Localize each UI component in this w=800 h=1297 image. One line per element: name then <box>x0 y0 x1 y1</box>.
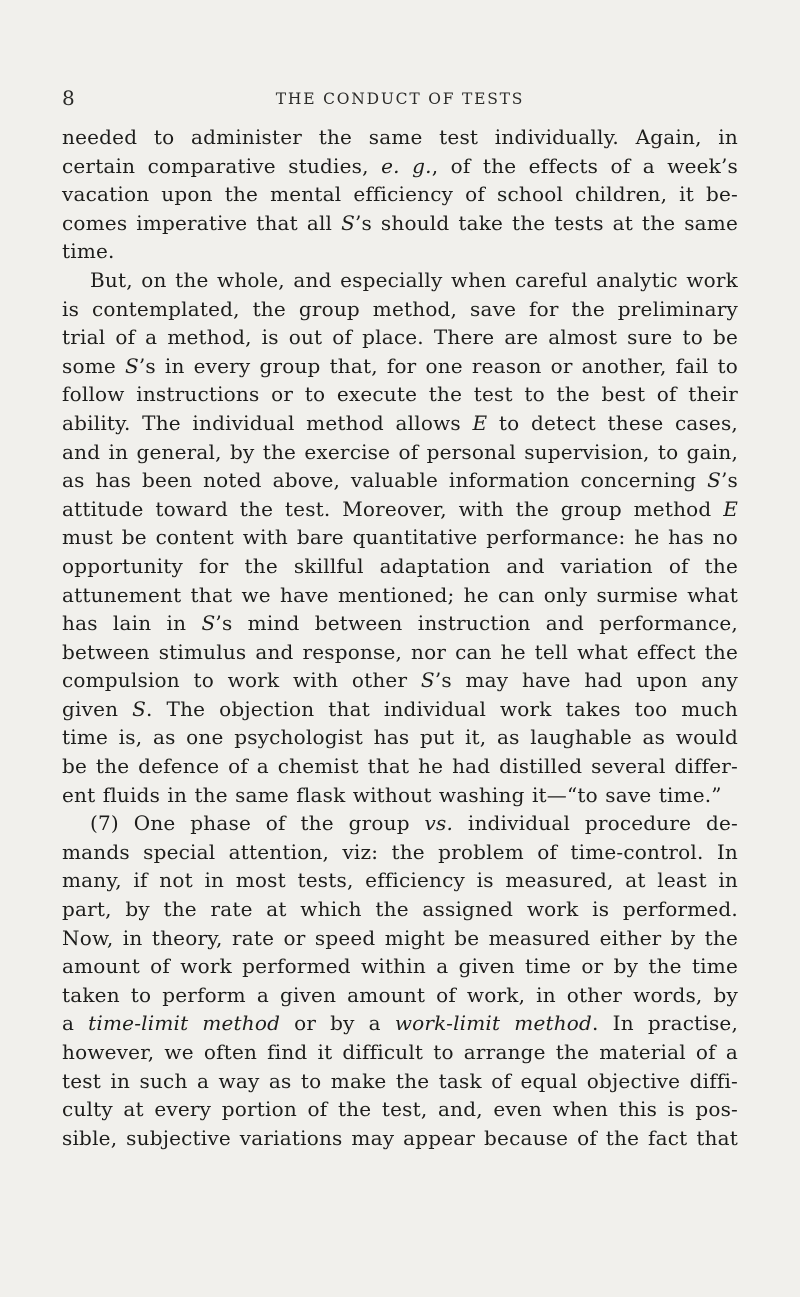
text-line: between stimulus and response, nor can he tell what effect the <box>62 639 738 664</box>
text-line: some S’s in every group that, for one reason or another, fail to <box>62 353 738 378</box>
running-title: THE CONDUCT OF TESTS <box>275 90 525 108</box>
text-line: given S. The objection that individual work takes too much <box>62 696 738 721</box>
text-line: vacation upon the mental efficiency of school children, it be- <box>62 182 738 207</box>
text-line: opportunity for the skillful adaptation and variation of the <box>62 553 738 578</box>
text-line: many, if not in most tests, efficiency is measured, at least in <box>62 868 738 893</box>
text-line: a time-limit method or by a work-limit method. In practise, <box>62 1011 738 1036</box>
page-header <box>62 86 738 110</box>
text-line: part, by the rate at which the assigned work is performed. <box>62 897 738 922</box>
text-line: Now, in theory, rate or speed might be measured either by the <box>62 925 738 950</box>
text-line: comes imperative that all S’s should take the tests at the same <box>62 210 738 235</box>
text-line: mands special attention, viz: the problem of time-control. In <box>62 839 738 864</box>
text-line: is contemplated, the group method, save for the preliminary <box>62 296 738 321</box>
text-line: and in general, by the exercise of personal supervision, to gain, <box>62 439 738 464</box>
page-number: 8 <box>62 86 75 110</box>
text-line: taken to perform a given amount of work, in other words, by <box>62 982 738 1007</box>
text-line: sible, subjective variations may appear because of the fact that <box>62 1125 738 1150</box>
text-line: culty at every portion of the test, and, even when this is pos- <box>62 1097 738 1122</box>
text-line: time. <box>62 239 115 264</box>
text-line: ability. The individual method allows E to detect these cases, <box>62 410 738 435</box>
text-line: trial of a method, is out of place. There are almost sure to be <box>62 325 738 350</box>
text-line: amount of work performed within a given time or by the time <box>62 954 738 979</box>
text-line: as has been noted above, valuable information concerning S’s <box>62 468 738 493</box>
body-text <box>62 123 738 1152</box>
text-line: certain comparative studies, e. g., of the effects of a week’s <box>62 153 739 178</box>
text-line: needed to administer the same test individually. Again, in <box>62 125 738 149</box>
text-line: must be content with bare quantitative performance: he has no <box>62 525 738 550</box>
text-line: be the defence of a chemist that he had distilled several differ- <box>62 754 738 779</box>
text-line: (7) One phase of the group vs. individual procedure de- <box>90 811 738 836</box>
text-line: attitude toward the test. Moreover, with the group method E <box>62 496 738 521</box>
text-line: compulsion to work with other S’s may have had upon any <box>62 668 738 693</box>
text-line: however, we often find it difficult to arrange the material of a <box>62 1040 738 1064</box>
text-line: has lain in S’s mind between instruction and performance, <box>62 611 738 636</box>
text-line: time is, as one psychologist has put it, as laughable as would <box>62 725 738 750</box>
text-line: But, on the whole, and especially when careful analytic work <box>90 267 738 292</box>
text-line: follow instructions or to execute the test to the best of their <box>62 382 738 407</box>
text-line: test in such a way as to make the task of equal objective diffi- <box>62 1068 738 1093</box>
text-line: ent fluids in the same flask without washing it—“to save time.” <box>62 782 722 807</box>
text-line: attunement that we have mentioned; he can only surmise what <box>62 582 738 607</box>
